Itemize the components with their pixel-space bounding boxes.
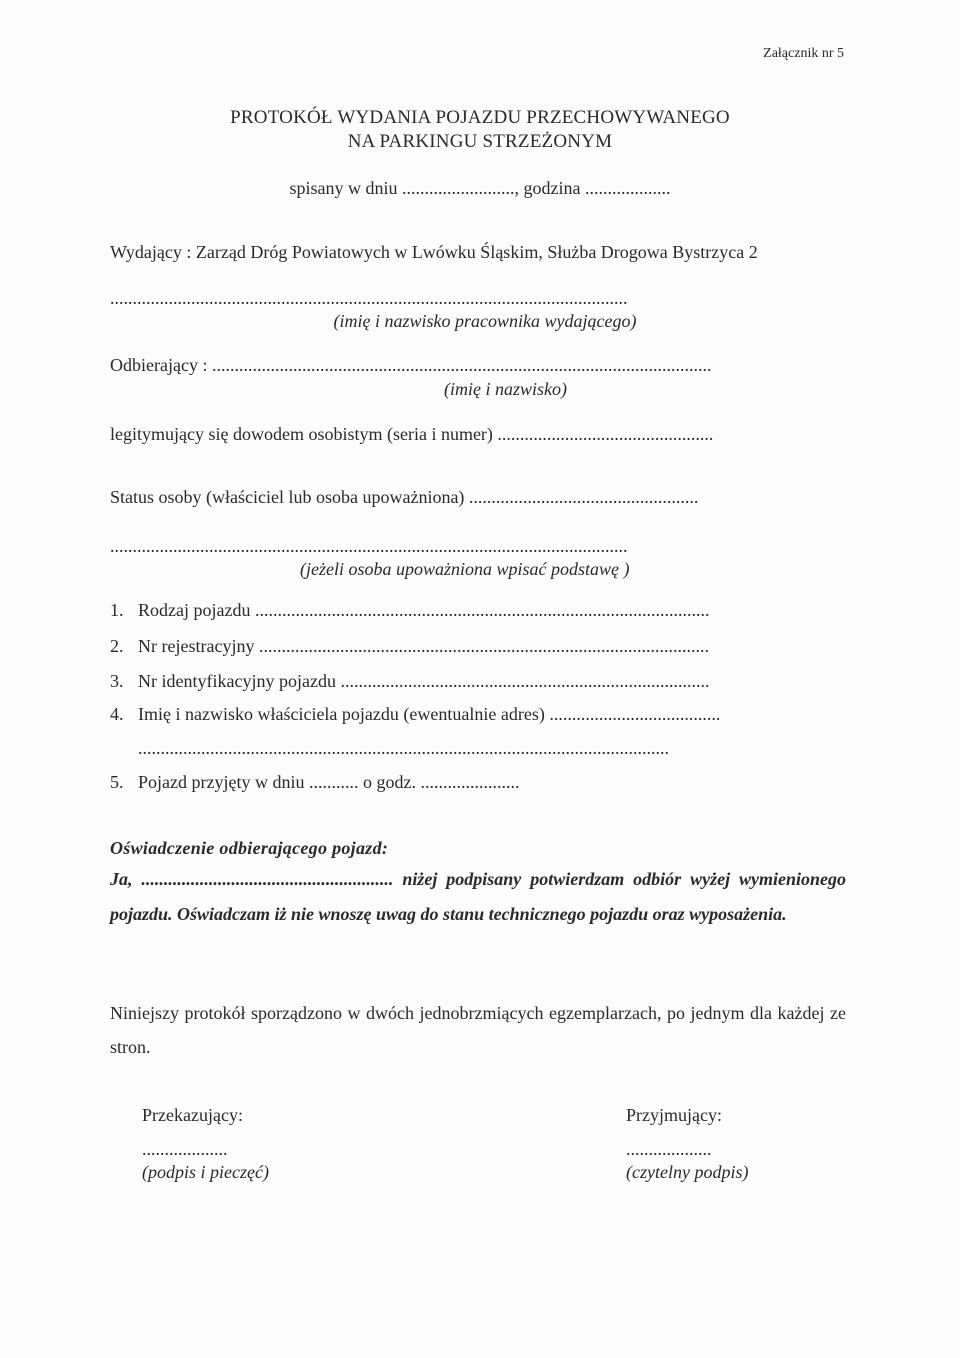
list-item — [110, 770, 519, 794]
list-item — [110, 669, 846, 693]
list-item-text: Imię i nazwisko właściciela pojazdu (ewentualnie adres) ...................................... — [138, 704, 721, 724]
receiver-line: Odbierający : ............................................................................................................... — [110, 355, 712, 375]
list-item-text: Rodzaj pojazdu ..................................................................................................... — [138, 600, 710, 620]
list-item-text: Nr identyfikacyjny pojazdu .................................................................................. — [138, 671, 710, 691]
issuer-caption: (imię i nazwisko pracownika wydającego) — [333, 311, 637, 331]
list-item — [110, 634, 846, 658]
closing-statement: Niniejszy protokół sporządzono w dwóch jednobrzmiących egzemplarzach, po jednym dla każdej ze stron. — [110, 1003, 846, 1057]
id-document-line: legitymujący się dowodem osobistym (seria i numer) ................................................ — [110, 424, 714, 444]
list-item-text: Nr rejestracyjny .................................................................................................... — [138, 636, 709, 656]
status-line: Status osoby (właściciel lub osoba upoważniona) ................................................... — [110, 487, 699, 507]
issuer-name-dots: ................................................................................................................... — [110, 288, 628, 308]
list-item-number: 1. — [110, 600, 124, 620]
annex-label: Załącznik nr 5 — [763, 46, 844, 61]
list-item-number: 5. — [110, 772, 124, 792]
declaration-text: Ja, ........................................................ niżej podpisany potwierdzam odbiór wyżej wymienionego pojazdu. Oświadczam iż nie wnoszę uwag do stanu technicznego pojazdu oraz wyposażenia. — [110, 869, 846, 924]
signature-right-caption: (czytelny podpis) — [626, 1162, 749, 1182]
signature-left-dots: ................... — [142, 1139, 228, 1159]
list-item-text: Pojazd przyjęty w dniu ........... o godz. ...................... — [138, 772, 520, 792]
signature-right-label: Przyjmujący: — [626, 1105, 722, 1125]
list-item-number: 2. — [110, 636, 124, 656]
document-title-line2: NA PARKINGU STRZEŻONYM — [347, 131, 613, 152]
status-caption: (jeżeli osoba upoważniona wpisać podstawę ) — [300, 559, 630, 579]
list-item-text: ...................................................................................................................... — [138, 738, 669, 758]
list-item-number: 4. — [110, 704, 124, 724]
list-item — [110, 702, 846, 726]
declaration-heading: Oświadczenie odbierającego pojazd: — [110, 838, 389, 858]
list-item — [110, 736, 836, 760]
receiver-caption: (imię i nazwisko) — [444, 379, 567, 399]
status-basis-dots: ................................................................................................................... — [110, 536, 628, 556]
signature-right-dots: ................... — [626, 1139, 712, 1159]
signature-left-caption: (podpis i pieczęć) — [142, 1162, 269, 1182]
document-title-line1: PROTOKÓŁ WYDANIA POJAZDU PRZECHOWYWANEGO — [230, 107, 730, 128]
list-item-number: 3. — [110, 671, 124, 691]
list-item — [110, 598, 846, 622]
signature-left-label: Przekazujący: — [142, 1105, 243, 1125]
issuer-line: Wydający : Zarząd Dróg Powiatowych w Lwówku Śląskim, Służba Drogowa Bystrzyca 2 — [110, 242, 758, 262]
issued-date-line: spisany w dniu ........................., godzina ................... — [289, 178, 671, 198]
